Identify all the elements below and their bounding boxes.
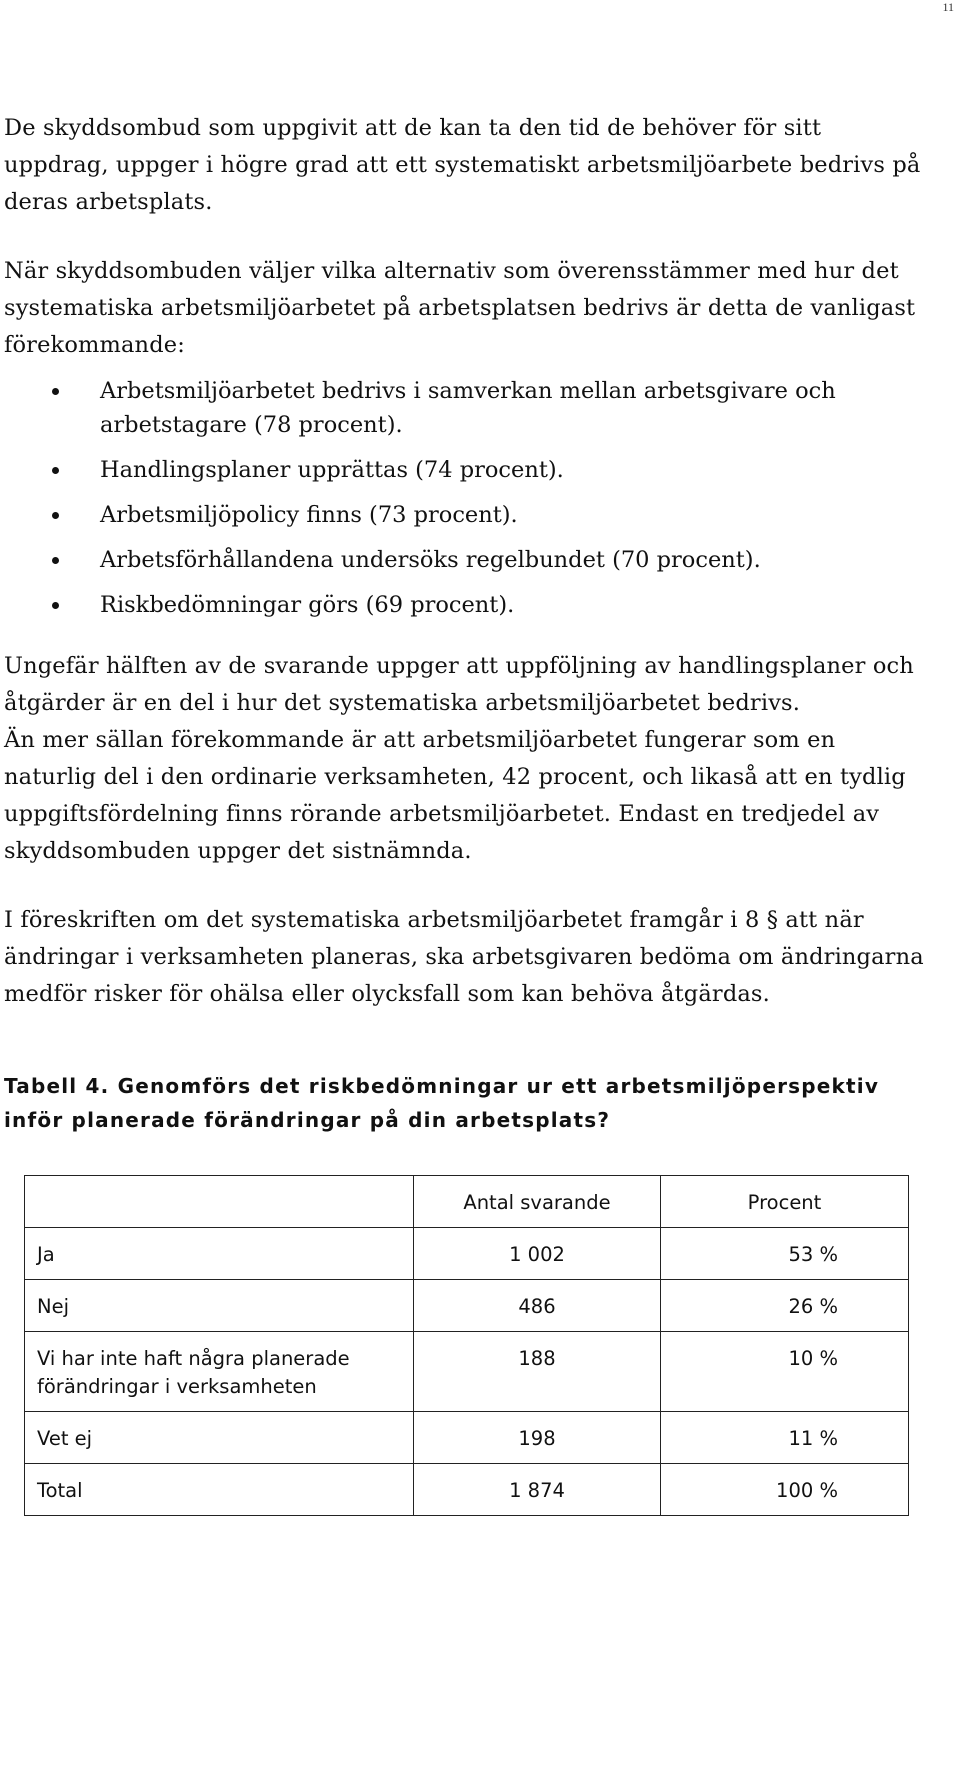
table-row: [25, 1464, 909, 1516]
bullet-icon: [52, 602, 59, 609]
table-header-cell: [25, 1176, 414, 1228]
list-item: [4, 498, 924, 532]
table-cell: 1 002: [414, 1228, 661, 1280]
table-cell: 26 %: [661, 1280, 909, 1332]
table-cell: 486: [414, 1280, 661, 1332]
bullet-icon: [52, 512, 59, 519]
list-item: [4, 374, 924, 442]
table-caption: Tabell 4. Genomförs det riskbedömningar ur ett arbetsmiljöperspektiv inför planerade förändringar på din arbetsplats?: [4, 1074, 880, 1132]
table-cell: 188: [414, 1332, 661, 1412]
paragraph: De skyddsombud som uppgivit att de kan ta den tid de behöver för sitt uppdrag, uppger i högre grad att ett systematiskt arbetsmiljöarbete bedrivs på deras arbetsplats.: [4, 115, 921, 215]
data-table: [24, 1175, 909, 1516]
page-number: 11: [942, 0, 954, 14]
table-row: [25, 1332, 909, 1412]
list-item: [4, 588, 924, 622]
list-item-text: Arbetsförhållandena undersöks regelbundet (70 procent).: [100, 547, 761, 573]
list-item-text: Riskbedömningar görs (69 procent).: [100, 592, 515, 618]
table-row: [25, 1280, 909, 1332]
table-header-cell: Antal svarande: [414, 1176, 661, 1228]
table-cell: 198: [414, 1412, 661, 1464]
paragraph: Ungefär hälften av de svarande uppger att uppföljning av handlingsplaner och åtgärder är en del i hur det systematiska arbetsmiljöarbetet bedrivs.: [4, 653, 914, 716]
table-cell: Vet ej: [25, 1412, 414, 1464]
table-row: [25, 1228, 909, 1280]
bullet-icon: [52, 388, 59, 395]
paragraph: Än mer sällan förekommande är att arbetsmiljöarbetet fungerar som en naturlig del i den ordinarie verksamheten, 42 procent, och likaså att en tydlig uppgiftsfördelning finns rörande arbetsmiljöarbetet. Endast en tredjedel av skyddsombuden uppger det sistnämnda.: [4, 727, 906, 864]
bullet-list: [4, 374, 924, 622]
document-body: [4, 110, 924, 1516]
table-cell: Nej: [25, 1280, 414, 1332]
table-cell: 10 %: [661, 1332, 909, 1412]
table-header-cell: Procent: [661, 1176, 909, 1228]
table-cell: 100 %: [661, 1464, 909, 1516]
bullet-icon: [52, 557, 59, 564]
paragraph: När skyddsombuden väljer vilka alternativ som överensstämmer med hur det systematiska arbetsmiljöarbetet på arbetsplatsen bedrivs är detta de vanligast förekommande:: [4, 258, 916, 358]
list-item-text: Arbetsmiljöpolicy finns (73 procent).: [100, 502, 518, 528]
bullet-icon: [52, 467, 59, 474]
table-cell: Vi har inte haft några planerade förändringar i verksamheten: [25, 1332, 414, 1412]
list-item-text: Handlingsplaner upprättas (74 procent).: [100, 457, 564, 483]
table-header-row: [25, 1176, 909, 1228]
list-item: [4, 543, 924, 577]
list-item-text: Arbetsmiljöarbetet bedrivs i samverkan mellan arbetsgivare och arbetstagare (78 procent).: [100, 378, 836, 438]
list-item: [4, 453, 924, 487]
table-cell: Total: [25, 1464, 414, 1516]
table-cell: Ja: [25, 1228, 414, 1280]
table-cell: 1 874: [414, 1464, 661, 1516]
table-row: [25, 1412, 909, 1464]
table-cell: 11 %: [661, 1412, 909, 1464]
paragraph: I föreskriften om det systematiska arbetsmiljöarbetet framgår i 8 § att när ändringar i verksamheten planeras, ska arbetsgivaren bedöma om ändringarna medför risker för ohälsa eller olycksfall som kan behöva åtgärdas.: [4, 907, 924, 1007]
table-cell: 53 %: [661, 1228, 909, 1280]
